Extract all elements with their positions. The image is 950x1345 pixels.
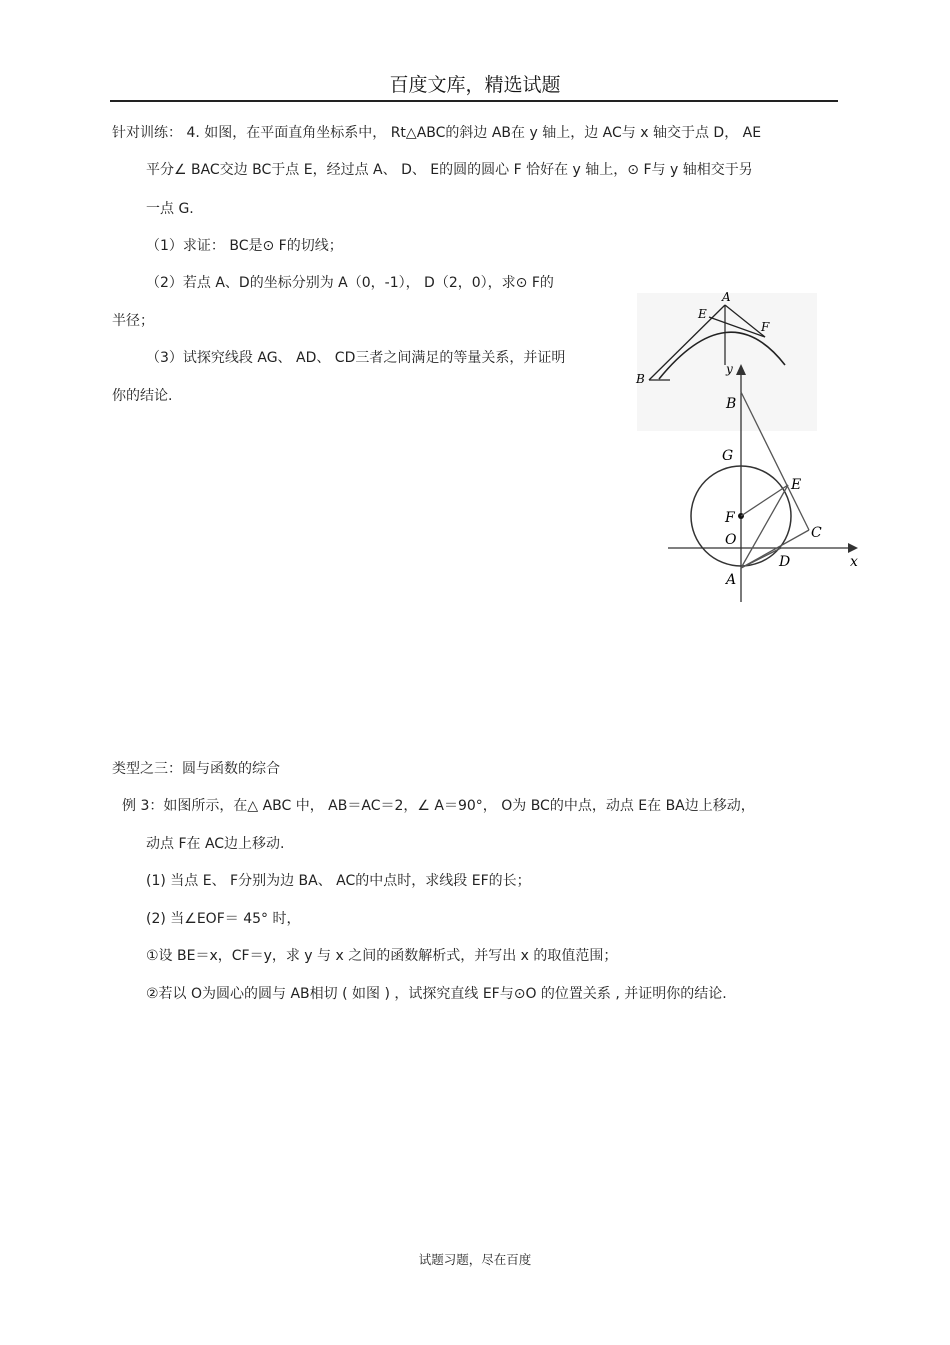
- section-heading: 类型之三：圆与函数的综合: [112, 761, 280, 777]
- inset-label-a: A: [722, 290, 731, 304]
- header-rule: [110, 100, 838, 102]
- label-f: F: [725, 510, 735, 526]
- y-axis-arrow-icon: [736, 364, 746, 375]
- problem4-line2: 平分∠ BAC交边 BC于点 E，经过点 A、 D、 E的圆的圆心 F 恰好在 y 轴上，⊙ F与 y 轴相交于另: [146, 162, 753, 178]
- segment-fe: [741, 485, 788, 516]
- problem4-question1: （1）求证： BC是⊙ F的切线；: [146, 238, 343, 254]
- main-figure: [660, 360, 870, 605]
- problem4-question3: （3）试探究线段 AG、 AD、 CD三者之间满足的等量关系，并证明: [146, 350, 566, 366]
- problem4-question2: （2）若点 A、D的坐标分别为 A（0，-1）， D（2，0），求⊙ F的: [146, 275, 554, 291]
- label-c: C: [811, 525, 822, 541]
- inset-label-e: E: [698, 307, 707, 321]
- label-g: G: [722, 448, 734, 464]
- inset-label-f: F: [761, 320, 770, 334]
- label-d: D: [779, 554, 791, 570]
- problem4-line1: 针对训练： 4. 如图，在平面直角坐标系中， Rt△ABC的斜边 AB在 y 轴上，边 AC与 x 轴交于点 D， AE: [112, 125, 762, 141]
- inset-label-b: B: [636, 372, 645, 386]
- example3-question2-part2: ②若以 O为圆心的圆与 AB相切 ( 如图 ) ，试探究直线 EF与⊙O 的位置关系 , 并证明你的结论.: [146, 986, 727, 1002]
- example3-line1: 例 3：如图所示，在△ ABC 中， AB＝AC＝2，∠ A＝90°， O为 BC的中点，动点 E在 BA边上移动，: [122, 798, 755, 814]
- example3-line2: 动点 F在 AC边上移动.: [146, 836, 285, 852]
- problem4-question2-cont: 半径；: [112, 313, 154, 329]
- label-x: x: [850, 554, 858, 570]
- label-o: O: [725, 532, 737, 548]
- example3-question2: (2) 当∠EOF＝ 45° 时，: [146, 911, 301, 927]
- problem4-question3-cont: 你的结论.: [112, 388, 173, 404]
- label-a: A: [726, 572, 737, 588]
- page-header-title: 百度文库，精选试题: [389, 74, 561, 96]
- page-footer: 试题习题，尽在百度: [418, 1252, 532, 1267]
- inset-label-y: y: [726, 362, 733, 376]
- label-b: B: [726, 396, 737, 412]
- problem4-line3: 一点 G.: [146, 201, 194, 217]
- example3-question2-part1: ①设 BE＝x，CF＝y，求 y 与 x 之间的函数解析式，并写出 x 的取值范围；: [146, 948, 618, 964]
- example3-question1: (1) 当点 E、 F分别为边 BA、 AC的中点时，求线段 EF的长；: [146, 873, 531, 889]
- label-e: E: [791, 477, 802, 493]
- x-axis-arrow-icon: [848, 543, 858, 553]
